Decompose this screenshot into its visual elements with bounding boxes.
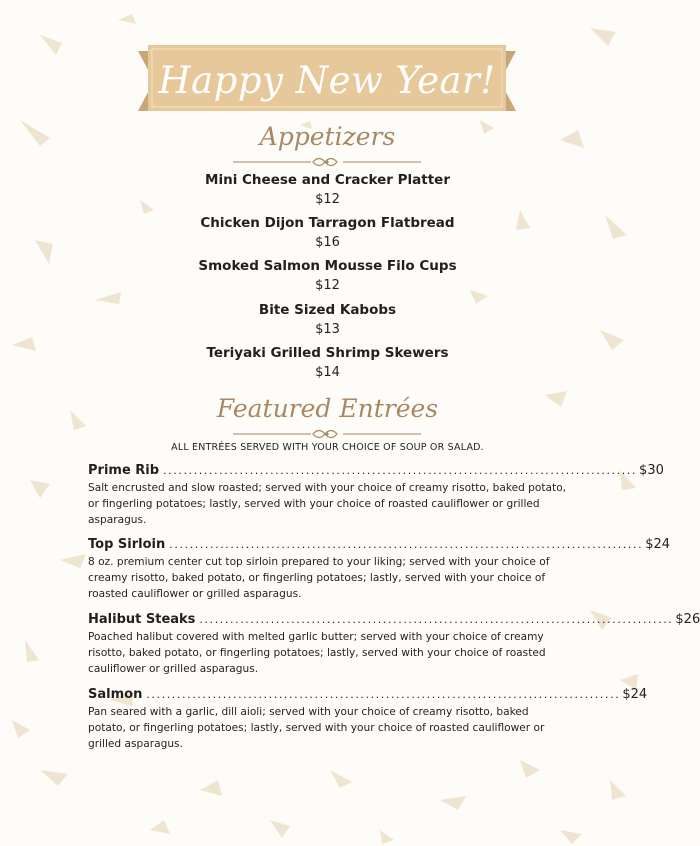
- entrees-title: Featured Entrées: [216, 394, 439, 423]
- entree-price: $30: [639, 463, 664, 478]
- dot-leader: .............................................................................................: [163, 464, 638, 477]
- entree-name: Salmon: [88, 687, 143, 702]
- appetizer-name: Smoked Salmon Mousse Filo Cups: [198, 258, 457, 274]
- appetizer-item: [0, 171, 655, 209]
- entree-item: [88, 686, 648, 752]
- appetizer-price: $12: [315, 278, 340, 293]
- appetizer-name: Mini Cheese and Cracker Platter: [205, 172, 450, 188]
- appetizers-title: Appetizers: [259, 122, 396, 151]
- entree-item: [88, 462, 664, 528]
- appetizer-item: [0, 214, 655, 252]
- dot-leader: .............................................................................................: [146, 688, 621, 701]
- appetizer-item: [0, 257, 655, 295]
- dot-leader: .............................................................................................: [169, 538, 644, 551]
- appetizer-name: Teriyaki Grilled Shrimp Skewers: [206, 345, 449, 361]
- appetizer-item: [0, 301, 655, 339]
- appetizer-price: $14: [315, 365, 340, 380]
- entree-item: [88, 611, 700, 677]
- entree-price: $24: [645, 537, 671, 552]
- appetizer-item: [0, 344, 655, 382]
- ornamental-divider-icon: [233, 155, 421, 169]
- entree-name: Halibut Steaks: [88, 612, 196, 627]
- dot-leader: .............................................................................................: [199, 613, 674, 626]
- entree-description: Salt encrusted and slow roasted; served with your choice of creamy risotto, baked potato, or fingerling potatoes; lastly, served with your choice of roasted cauliflower or grilled asparagus.: [88, 482, 567, 526]
- ornamental-divider-icon: [233, 427, 421, 441]
- appetizer-name: Chicken Dijon Tarragon Flatbread: [200, 215, 455, 231]
- appetizer-price: $16: [315, 235, 340, 250]
- entree-name: Prime Rib: [88, 463, 160, 478]
- entree-price: $24: [622, 687, 648, 702]
- appetizer-name: Bite Sized Kabobs: [258, 302, 397, 318]
- entree-item: [88, 536, 671, 602]
- banner-title: Happy New Year!: [158, 59, 496, 102]
- entree-description: 8 oz. premium center cut top sirloin prepared to your liking; served with your choice of creamy risotto, baked potato, or fingerling potatoes; lastly, served with your choice of roasted cauliflower or grilled asparagus.: [88, 556, 550, 600]
- appetizer-price: $12: [315, 192, 340, 207]
- appetizer-price: $13: [315, 322, 340, 337]
- entree-price: $26: [675, 612, 700, 627]
- entree-description: Poached halibut covered with melted garlic butter; served with your choice of creamy risotto, baked potato, or fingerling potatoes; lastly, served with your choice of roasted cauliflower or grilled asparagus.: [88, 631, 546, 675]
- entrees-note: ALL ENTRÉES SERVED WITH YOUR CHOICE OF SOUP OR SALAD.: [171, 442, 484, 453]
- entree-name: Top Sirloin: [88, 537, 166, 552]
- entree-description: Pan seared with a garlic, dill aioli; served with your choice of creamy risotto, baked potato, or fingerling potatoes; lastly, served with your choice of roasted cauliflower or grilled asparagus.: [88, 706, 545, 750]
